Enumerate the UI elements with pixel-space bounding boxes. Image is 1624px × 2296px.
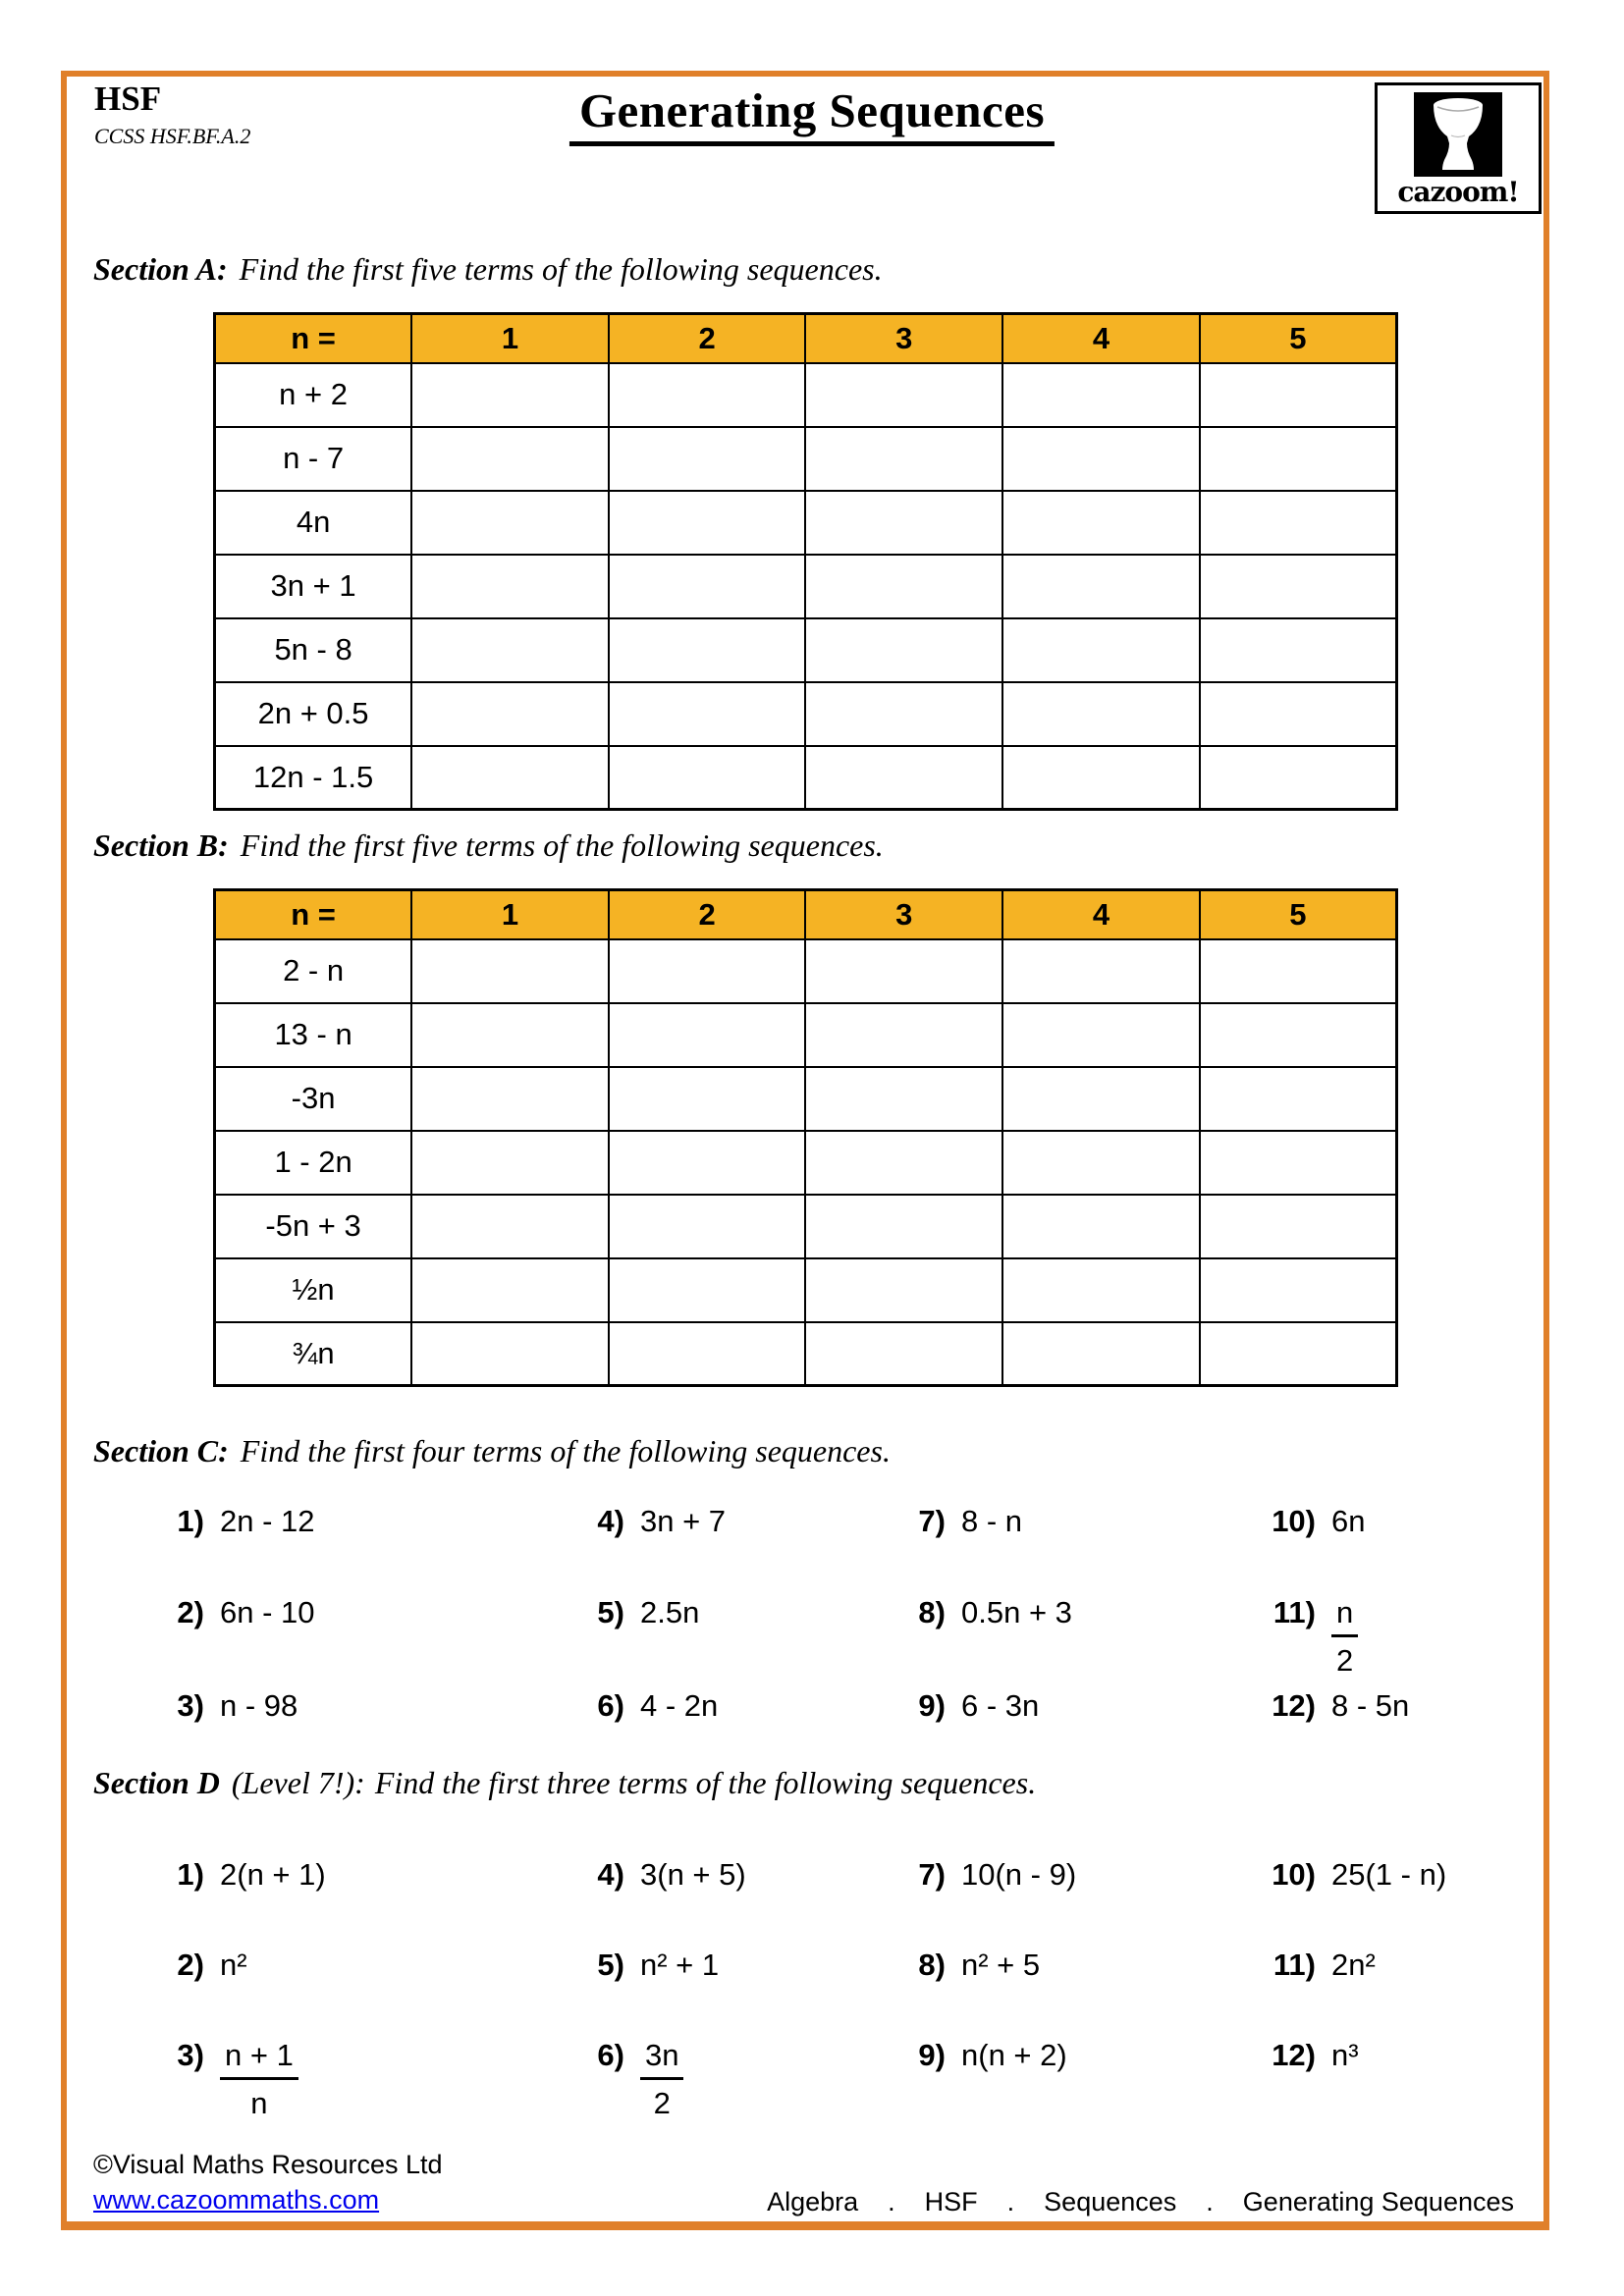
problem-expression: n² + 5 xyxy=(961,1948,1041,1982)
answer-cell xyxy=(609,427,806,491)
fraction-denominator: n xyxy=(250,2086,268,2120)
answer-cell xyxy=(805,1131,1002,1195)
answer-cell xyxy=(609,491,806,555)
answer-cell xyxy=(1200,1067,1397,1131)
section-d-heading xyxy=(93,1765,1036,1801)
table-a-header-5: 5 xyxy=(1200,314,1397,363)
problem-number: 2) xyxy=(177,1595,204,1629)
answer-cell xyxy=(1200,1131,1397,1195)
problem-number: 11) xyxy=(1272,1595,1316,1629)
table-row xyxy=(215,1258,1397,1322)
table-row xyxy=(215,682,1397,746)
problem-number: 10) xyxy=(1272,1504,1316,1538)
djembe-drum-icon xyxy=(1414,92,1502,177)
problem-c10 xyxy=(1259,1504,1365,1539)
problem-expression: 3n + 7 xyxy=(640,1504,727,1538)
answer-cell xyxy=(1002,363,1200,427)
sequence-rule: 12n - 1.5 xyxy=(215,746,412,810)
answer-cell xyxy=(1002,491,1200,555)
problem-c6 xyxy=(568,1688,718,1724)
problem-expression: 8 - n xyxy=(961,1504,1023,1538)
answer-cell xyxy=(805,427,1002,491)
table-row xyxy=(215,1131,1397,1195)
table-row xyxy=(215,363,1397,427)
sequence-rule: ¾n xyxy=(215,1322,412,1386)
table-b-header-3: 3 xyxy=(805,890,1002,939)
fraction-numerator: 3n xyxy=(640,2038,683,2080)
sequence-rule: ½n xyxy=(215,1258,412,1322)
sequence-rule: n - 7 xyxy=(215,427,412,491)
problem-number: 8) xyxy=(918,1948,946,1982)
section-b-instruction: Find the first five terms of the following sequences. xyxy=(240,828,884,863)
problem-number: 5) xyxy=(597,1595,624,1629)
problem-c12 xyxy=(1259,1688,1409,1724)
fraction-numerator: n + 1 xyxy=(220,2038,298,2080)
fraction-expression xyxy=(640,2038,683,2121)
problem-number: 8) xyxy=(918,1595,946,1629)
problem-expression: n² xyxy=(220,1948,247,1982)
problem-number: 4) xyxy=(597,1857,624,1892)
breadcrumb-item: Sequences xyxy=(1044,2187,1177,2216)
problem-d11 xyxy=(1259,1948,1376,1983)
answer-cell xyxy=(609,682,806,746)
breadcrumb-separator: . xyxy=(1206,2187,1214,2216)
answer-cell xyxy=(805,1003,1002,1067)
problem-expression: n² + 1 xyxy=(640,1948,720,1982)
table-row xyxy=(215,939,1397,1003)
table-b-header-1: 1 xyxy=(411,890,609,939)
problem-d8 xyxy=(889,1948,1040,1983)
table-b-header-2: 2 xyxy=(609,890,806,939)
problem-expression: 6 - 3n xyxy=(961,1688,1040,1723)
answer-cell xyxy=(609,555,806,618)
problem-number: 3) xyxy=(177,1688,204,1723)
answer-cell xyxy=(411,682,609,746)
cazoommaths-link[interactable]: www.cazoommaths.com xyxy=(93,2185,380,2215)
answer-cell xyxy=(1200,491,1397,555)
problem-c7 xyxy=(889,1504,1022,1539)
worksheet-code: HSF xyxy=(94,80,162,118)
answer-cell xyxy=(805,1067,1002,1131)
problem-c4 xyxy=(568,1504,726,1539)
problem-d6 xyxy=(568,2038,683,2121)
table-row xyxy=(215,1322,1397,1386)
table-row xyxy=(215,491,1397,555)
cazoom-logo xyxy=(1375,82,1542,214)
sequence-rule: 4n xyxy=(215,491,412,555)
answer-cell xyxy=(805,939,1002,1003)
answer-cell xyxy=(1002,1258,1200,1322)
fraction-expression xyxy=(1331,1595,1358,1679)
fraction-expression xyxy=(220,2038,298,2121)
section-c-heading xyxy=(93,1433,891,1469)
answer-cell xyxy=(805,618,1002,682)
answer-cell xyxy=(1200,939,1397,1003)
sequence-rule: 3n + 1 xyxy=(215,555,412,618)
table-row xyxy=(215,427,1397,491)
answer-cell xyxy=(411,427,609,491)
problem-number: 9) xyxy=(918,2038,946,2072)
table-row xyxy=(215,1067,1397,1131)
table-a-header-1: 1 xyxy=(411,314,609,363)
fraction-denominator: 2 xyxy=(653,2086,671,2120)
problem-d3 xyxy=(147,2038,298,2121)
answer-cell xyxy=(411,939,609,1003)
answer-cell xyxy=(1002,618,1200,682)
problem-expression: n³ xyxy=(1331,2038,1359,2072)
sequence-rule: n + 2 xyxy=(215,363,412,427)
table-a-header-n: n = xyxy=(215,314,412,363)
problem-expression: 2.5n xyxy=(640,1595,700,1629)
problem-expression: 6n - 10 xyxy=(220,1595,315,1629)
section-a-heading xyxy=(93,251,883,288)
table-b-header-row xyxy=(215,890,1397,939)
problem-number: 12) xyxy=(1272,2038,1316,2072)
answer-cell xyxy=(609,939,806,1003)
section-a-instruction: Find the first five terms of the following sequences. xyxy=(239,251,883,287)
fraction-denominator: 2 xyxy=(1336,1643,1354,1678)
section-b-heading xyxy=(93,828,884,864)
problem-expression: 3(n + 5) xyxy=(640,1857,746,1892)
table-b-header-n: n = xyxy=(215,890,412,939)
sequence-rule: -3n xyxy=(215,1067,412,1131)
section-a-table xyxy=(213,312,1398,811)
problem-d4 xyxy=(568,1857,746,1893)
problem-expression: 4 - 2n xyxy=(640,1688,719,1723)
breadcrumb-separator: . xyxy=(888,2187,895,2216)
problem-c8 xyxy=(889,1595,1072,1630)
problem-number: 4) xyxy=(597,1504,624,1538)
answer-cell xyxy=(411,618,609,682)
answer-cell xyxy=(805,363,1002,427)
answer-cell xyxy=(805,491,1002,555)
answer-cell xyxy=(1002,1003,1200,1067)
answer-cell xyxy=(411,363,609,427)
answer-cell xyxy=(411,1131,609,1195)
problem-number: 3) xyxy=(177,2038,204,2072)
table-a-header-4: 4 xyxy=(1002,314,1200,363)
problem-c1 xyxy=(147,1504,315,1539)
answer-cell xyxy=(1200,618,1397,682)
problem-expression: n - 98 xyxy=(220,1688,298,1723)
answer-cell xyxy=(609,1258,806,1322)
problem-number: 11) xyxy=(1272,1948,1316,1982)
problem-expression: 0.5n + 3 xyxy=(961,1595,1072,1629)
problem-c11 xyxy=(1259,1595,1358,1679)
answer-cell xyxy=(609,1322,806,1386)
answer-cell xyxy=(411,1195,609,1258)
table-row xyxy=(215,746,1397,810)
answer-cell xyxy=(411,555,609,618)
problem-number: 7) xyxy=(918,1504,946,1538)
answer-cell xyxy=(411,1258,609,1322)
answer-cell xyxy=(805,682,1002,746)
answer-cell xyxy=(1002,1322,1200,1386)
problem-d2 xyxy=(147,1948,247,1983)
section-c-instruction: Find the first four terms of the following sequences. xyxy=(240,1433,891,1468)
answer-cell xyxy=(1002,1195,1200,1258)
answer-cell xyxy=(411,491,609,555)
problem-d7 xyxy=(889,1857,1076,1893)
answer-cell xyxy=(1200,1322,1397,1386)
section-d-instruction: Find the first three terms of the following sequences. xyxy=(374,1765,1037,1800)
problem-c9 xyxy=(889,1688,1039,1724)
problem-expression: 8 - 5n xyxy=(1331,1688,1410,1723)
problem-number: 10) xyxy=(1272,1857,1316,1892)
breadcrumb-item: Generating Sequences xyxy=(1242,2187,1514,2216)
answer-cell xyxy=(1200,682,1397,746)
table-b-header-4: 4 xyxy=(1002,890,1200,939)
problem-number: 9) xyxy=(918,1688,946,1723)
answer-cell xyxy=(609,1131,806,1195)
fraction-numerator: n xyxy=(1331,1595,1358,1637)
problem-expression: 25(1 - n) xyxy=(1331,1857,1447,1892)
answer-cell xyxy=(609,618,806,682)
copyright-text: ©Visual Maths Resources Ltd xyxy=(93,2150,443,2179)
answer-cell xyxy=(805,555,1002,618)
ccss-standard: CCSS HSF.BF.A.2 xyxy=(94,124,251,148)
answer-cell xyxy=(805,1195,1002,1258)
problem-number: 6) xyxy=(597,2038,624,2072)
breadcrumb-separator: . xyxy=(1006,2187,1015,2216)
answer-cell xyxy=(411,1322,609,1386)
sequence-rule: 5n - 8 xyxy=(215,618,412,682)
sequence-rule: 2n + 0.5 xyxy=(215,682,412,746)
problem-number: 1) xyxy=(177,1857,204,1892)
table-b-header-5: 5 xyxy=(1200,890,1397,939)
problem-expression: 10(n - 9) xyxy=(961,1857,1077,1892)
problem-expression: 2n - 12 xyxy=(220,1504,315,1538)
problem-number: 5) xyxy=(597,1948,624,1982)
problem-d1 xyxy=(147,1857,326,1893)
answer-cell xyxy=(805,746,1002,810)
problem-number: 1) xyxy=(177,1504,204,1538)
table-row xyxy=(215,1003,1397,1067)
table-row xyxy=(215,555,1397,618)
answer-cell xyxy=(609,1003,806,1067)
problem-d5 xyxy=(568,1948,719,1983)
problem-expression: 6n xyxy=(1331,1504,1366,1538)
answer-cell xyxy=(1200,1258,1397,1322)
sequence-rule: 1 - 2n xyxy=(215,1131,412,1195)
table-a-header-3: 3 xyxy=(805,314,1002,363)
problem-d12 xyxy=(1259,2038,1359,2073)
section-b-label: Section B: xyxy=(93,828,229,863)
answer-cell xyxy=(609,1067,806,1131)
problem-number: 7) xyxy=(918,1857,946,1892)
answer-cell xyxy=(1002,746,1200,810)
problem-expression: 2n² xyxy=(1331,1948,1376,1982)
logo-wordmark: cazoom! xyxy=(1397,176,1519,208)
breadcrumb-item: HSF xyxy=(924,2187,978,2216)
problem-number: 6) xyxy=(597,1688,624,1723)
breadcrumb-item: Algebra xyxy=(767,2187,859,2216)
problem-number: 12) xyxy=(1272,1688,1316,1723)
section-c-label: Section C: xyxy=(93,1433,229,1468)
answer-cell xyxy=(609,363,806,427)
answer-cell xyxy=(1002,682,1200,746)
page-title: Generating Sequences xyxy=(569,82,1055,146)
sequence-rule: 13 - n xyxy=(215,1003,412,1067)
problem-expression: n(n + 2) xyxy=(961,2038,1067,2072)
problem-d9 xyxy=(889,2038,1067,2073)
answer-cell xyxy=(1200,427,1397,491)
answer-cell xyxy=(1200,1195,1397,1258)
answer-cell xyxy=(609,1195,806,1258)
breadcrumb xyxy=(767,2187,1514,2217)
section-a-label: Section A: xyxy=(93,251,228,287)
table-row xyxy=(215,618,1397,682)
sequence-rule: 2 - n xyxy=(215,939,412,1003)
sequence-rule: -5n + 3 xyxy=(215,1195,412,1258)
answer-cell xyxy=(1002,555,1200,618)
section-d-level-note: (Level 7!): xyxy=(231,1765,365,1800)
table-row xyxy=(215,1195,1397,1258)
problem-number: 2) xyxy=(177,1948,204,1982)
answer-cell xyxy=(1002,1131,1200,1195)
answer-cell xyxy=(1200,363,1397,427)
problem-c3 xyxy=(147,1688,298,1724)
table-a-header-row xyxy=(215,314,1397,363)
answer-cell xyxy=(805,1322,1002,1386)
section-d-label: Section D xyxy=(93,1765,220,1800)
problem-d10 xyxy=(1259,1857,1446,1893)
answer-cell xyxy=(1002,427,1200,491)
answer-cell xyxy=(411,1067,609,1131)
section-b-table xyxy=(213,888,1398,1387)
answer-cell xyxy=(1200,746,1397,810)
problem-c5 xyxy=(568,1595,699,1630)
problem-expression: 2(n + 1) xyxy=(220,1857,326,1892)
answer-cell xyxy=(609,746,806,810)
table-a-header-2: 2 xyxy=(609,314,806,363)
answer-cell xyxy=(1002,1067,1200,1131)
answer-cell xyxy=(805,1258,1002,1322)
problem-c2 xyxy=(147,1595,315,1630)
answer-cell xyxy=(1200,555,1397,618)
answer-cell xyxy=(1002,939,1200,1003)
answer-cell xyxy=(1200,1003,1397,1067)
answer-cell xyxy=(411,746,609,810)
answer-cell xyxy=(411,1003,609,1067)
